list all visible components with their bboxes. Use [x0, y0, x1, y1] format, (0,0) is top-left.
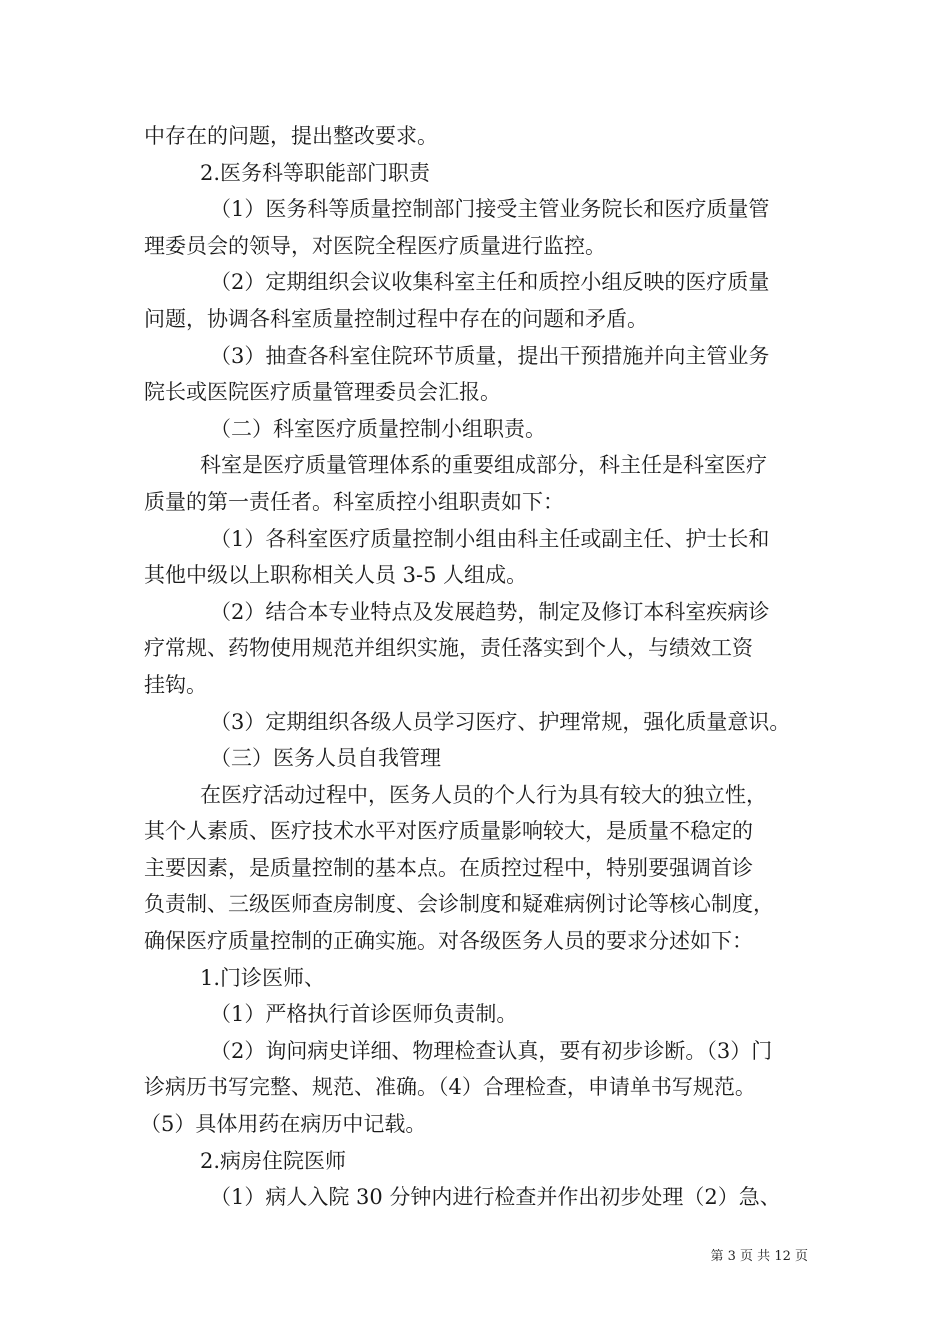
text-line: （1）各科室医疗质量控制小组由科主任或副主任、护士长和 [210, 526, 770, 551]
text-line: （1）医务科等质量控制部门接受主管业务院长和医疗质量管 [210, 197, 770, 222]
text-line: 理委员会的领导，对医院全程医疗质量进行监控。 [144, 233, 606, 258]
section-heading: （二）科室医疗质量控制小组职责。 [210, 416, 546, 441]
text-line: 其他中级以上职称相关人员 3-5 人组成。 [144, 563, 528, 588]
section-heading: 1.门诊医师、 [200, 965, 326, 990]
text-line: 其个人素质、医疗技术水平对医疗质量影响较大，是质量不稳定的 [144, 819, 753, 844]
text-line: 疗常规、药物使用规范并组织实施，责任落实到个人，与绩效工资 [144, 636, 753, 661]
text-line: 负责制、三级医师查房制度、会诊制度和疑难病例讨论等核心制度， [144, 892, 774, 917]
section-heading: 2.医务科等职能部门职责 [200, 160, 431, 185]
section-heading: （三）医务人员自我管理 [210, 746, 441, 771]
text-line: 科室是医疗质量管理体系的重要组成部分，科主任是科室医疗 [200, 453, 767, 478]
page-number-footer: 第 3 页 共 12 页 [710, 1249, 808, 1264]
document-body [140, 118, 814, 1216]
text-line: 确保医疗质量控制的正确实施。对各级医务人员的要求分述如下： [144, 929, 753, 954]
text-line: （1）严格执行首诊医师负责制。 [210, 1002, 518, 1027]
text-line: 诊病历书写完整、规范、准确。（4）合理检查，申请单书写规范。 [144, 1075, 756, 1100]
text-line: （2）询问病史详细、物理检查认真，要有初步诊断。（3）门 [210, 1038, 773, 1063]
text-line: （3）抽查各科室住院环节质量，提出干预措施并向主管业务 [210, 343, 770, 368]
text-line: （1）病人入院 30 分钟内进行检查并作出初步处理（2）急、 [210, 1185, 781, 1210]
text-line: 院长或医院医疗质量管理委员会汇报。 [144, 380, 501, 405]
text-line: （2）定期组织会议收集科室主任和质控小组反映的医疗质量 [210, 270, 770, 295]
text-line: （2）结合本专业特点及发展趋势，制定及修订本科室疾病诊 [210, 599, 770, 624]
text-line: 在医疗活动过程中，医务人员的个人行为具有较大的独立性， [200, 782, 767, 807]
text-line: 问题，协调各科室质量控制过程中存在的问题和矛盾。 [144, 306, 648, 331]
section-heading: 2.病房住院医师 [200, 1148, 347, 1173]
text-line: 挂钩。 [144, 672, 207, 697]
text-line: （3）定期组织各级人员学习医疗、护理常规，强化质量意识。 [210, 709, 791, 734]
text-line: 主要因素，是质量控制的基本点。在质控过程中，特别要强调首诊 [144, 855, 753, 880]
text-line: （5）具体用药在病历中记载。 [140, 1112, 427, 1137]
text-line: 质量的第一责任者。科室质控小组职责如下： [144, 489, 564, 514]
text-line: 中存在的问题，提出整改要求。 [144, 124, 438, 148]
